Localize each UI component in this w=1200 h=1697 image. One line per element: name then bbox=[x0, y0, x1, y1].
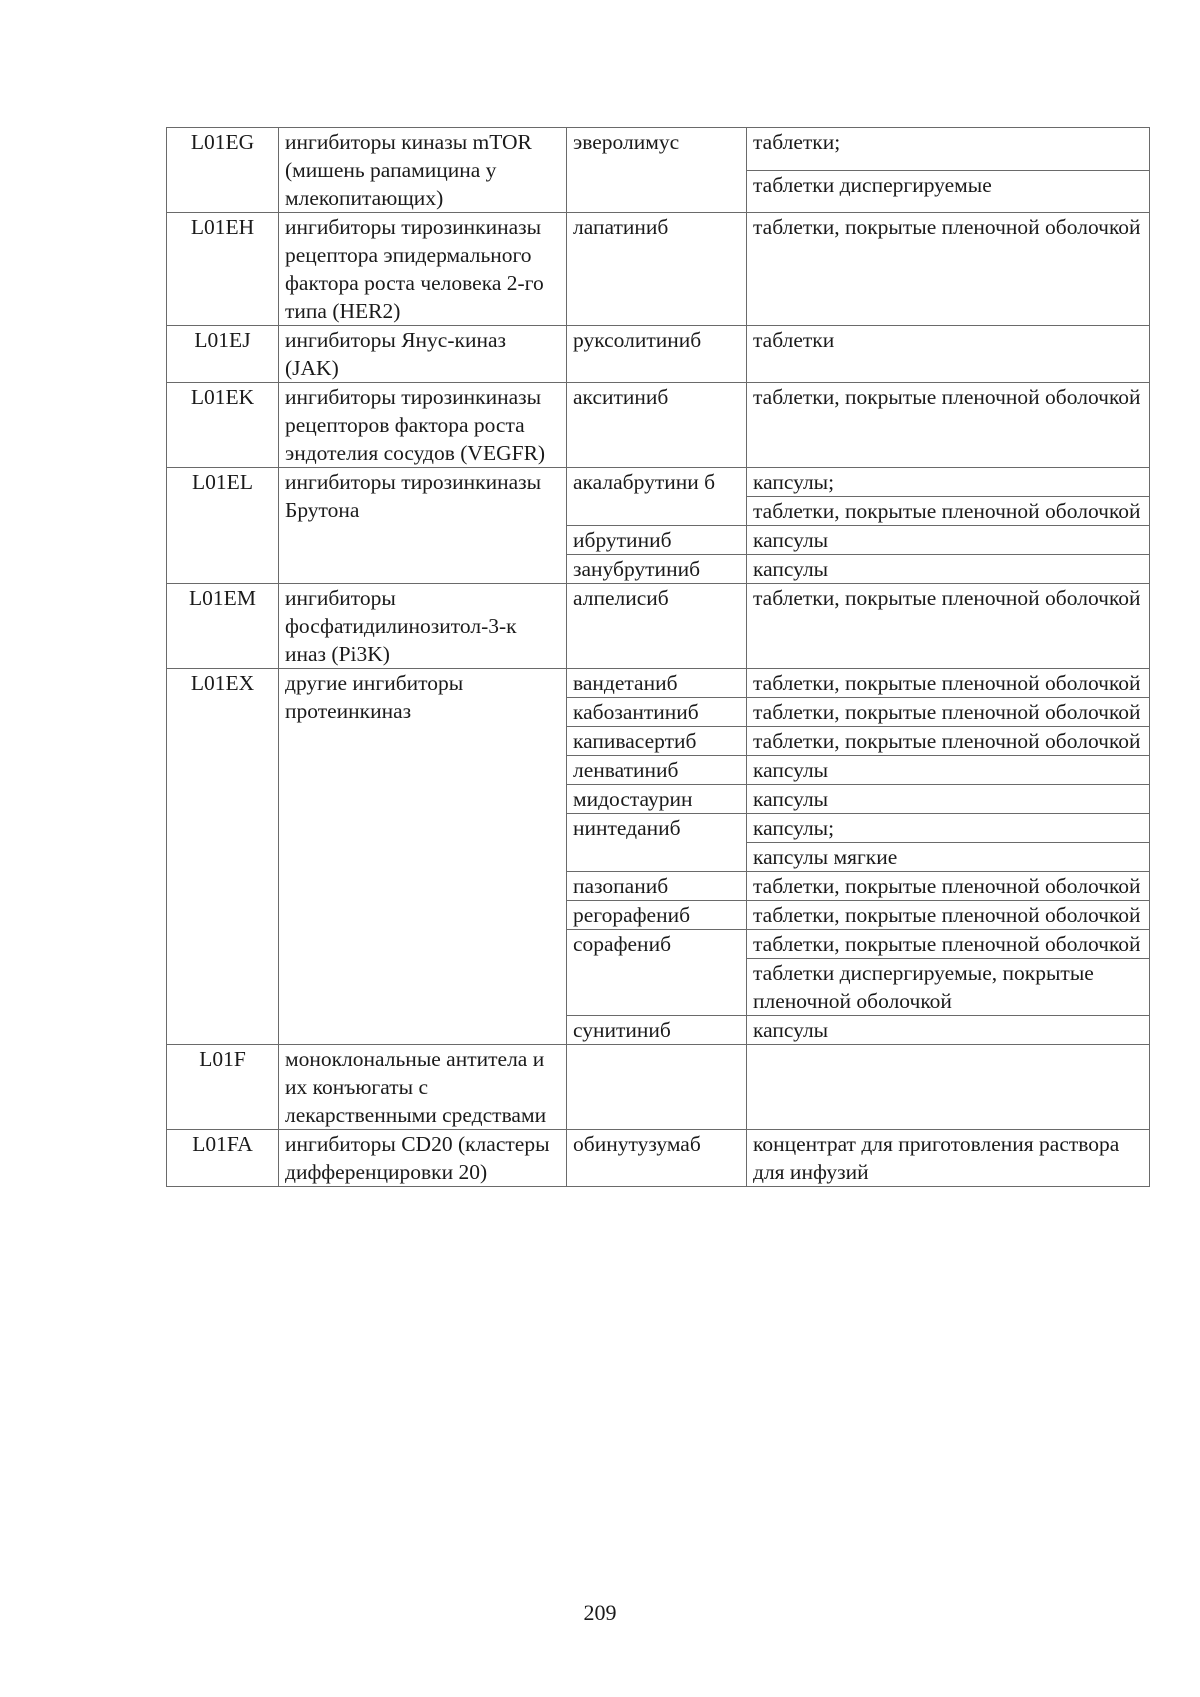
dosage-form-cell: капсулы bbox=[747, 756, 1150, 785]
dosage-form-cell: капсулы bbox=[747, 785, 1150, 814]
group-name-cell: ингибиторы тирозинкиназы рецепторов фактора роста эндотелия сосудов (VEGFR) bbox=[279, 383, 567, 468]
dosage-form-cell: таблетки диспергируемые bbox=[747, 170, 1150, 213]
atc-code-cell: L01EH bbox=[167, 213, 279, 326]
dosage-form-cell: капсулы bbox=[747, 555, 1150, 584]
dosage-form-cell: таблетки, покрытые пленочной оболочкой bbox=[747, 930, 1150, 959]
drug-name-cell: сунитиниб bbox=[567, 1016, 747, 1045]
group-name-cell: другие ингибиторы протеинкиназ bbox=[279, 669, 567, 1045]
group-name-cell: ингибиторы фосфатидилинозитол-3-к иназ (Pi3K) bbox=[279, 584, 567, 669]
atc-code-cell: L01EJ bbox=[167, 326, 279, 383]
dosage-form-cell: таблетки, покрытые пленочной оболочкой bbox=[747, 872, 1150, 901]
drug-name-cell: капивасертиб bbox=[567, 727, 747, 756]
drug-name-cell: вандетаниб bbox=[567, 669, 747, 698]
drug-name-cell: пазопаниб bbox=[567, 872, 747, 901]
table-row bbox=[167, 468, 1150, 497]
dosage-form-cell: таблетки, покрытые пленочной оболочкой bbox=[747, 497, 1150, 526]
dosage-form-cell: капсулы; bbox=[747, 814, 1150, 843]
drug-name-cell: алпелисиб bbox=[567, 584, 747, 669]
dosage-form-cell: таблетки, покрытые пленочной оболочкой bbox=[747, 584, 1150, 669]
drug-name-cell: нинтеданиб bbox=[567, 814, 747, 872]
drug-name-cell: ибрутиниб bbox=[567, 526, 747, 555]
atc-code-cell: L01EM bbox=[167, 584, 279, 669]
group-name-cell: ингибиторы тирозинкиназы рецептора эпидермального фактора роста человека 2-го типа (HER2) bbox=[279, 213, 567, 326]
drug-classification-table bbox=[166, 127, 1150, 1187]
dosage-form-cell: таблетки, покрытые пленочной оболочкой bbox=[747, 727, 1150, 756]
group-name-cell: моноклональные антитела и их конъюгаты с лекарственными средствами bbox=[279, 1045, 567, 1130]
dosage-form-cell: капсулы мягкие bbox=[747, 843, 1150, 872]
drug-name-cell bbox=[567, 1045, 747, 1130]
table-row bbox=[167, 669, 1150, 698]
drug-name-cell: занубрутиниб bbox=[567, 555, 747, 584]
dosage-form-cell bbox=[747, 1045, 1150, 1130]
drug-name-cell: лапатиниб bbox=[567, 213, 747, 326]
dosage-form-cell: капсулы bbox=[747, 526, 1150, 555]
table-row bbox=[167, 584, 1150, 669]
atc-code-cell: L01EL bbox=[167, 468, 279, 584]
dosage-form-cell: таблетки, покрытые пленочной оболочкой bbox=[747, 383, 1150, 468]
table-row bbox=[167, 326, 1150, 383]
drug-name-cell: эверолимус bbox=[567, 128, 747, 213]
drug-name-cell: акалабрутини б bbox=[567, 468, 747, 526]
page-number: 209 bbox=[583, 1600, 617, 1625]
group-name-cell: ингибиторы Янус-киназ (JAK) bbox=[279, 326, 567, 383]
dosage-form-cell: таблетки; bbox=[747, 128, 1150, 171]
dosage-form-cell: таблетки диспергируемые, покрытые пленочной оболочкой bbox=[747, 959, 1150, 1016]
table-row bbox=[167, 1045, 1150, 1130]
dosage-form-cell: таблетки, покрытые пленочной оболочкой bbox=[747, 669, 1150, 698]
table-row bbox=[167, 213, 1150, 326]
atc-code-cell: L01FA bbox=[167, 1130, 279, 1187]
atc-code-cell: L01EK bbox=[167, 383, 279, 468]
dosage-form-cell: таблетки, покрытые пленочной оболочкой bbox=[747, 213, 1150, 326]
drug-name-cell: ленватиниб bbox=[567, 756, 747, 785]
atc-code-cell: L01F bbox=[167, 1045, 279, 1130]
table-row bbox=[167, 383, 1150, 468]
drug-name-cell: акситиниб bbox=[567, 383, 747, 468]
dosage-form-cell: капсулы; bbox=[747, 468, 1150, 497]
dosage-form-cell: таблетки bbox=[747, 326, 1150, 383]
atc-code-cell: L01EG bbox=[167, 128, 279, 213]
drug-name-cell: сорафениб bbox=[567, 930, 747, 1016]
table-row bbox=[167, 1130, 1150, 1187]
drug-name-cell: обинутузумаб bbox=[567, 1130, 747, 1187]
table-row bbox=[167, 128, 1150, 171]
dosage-form-cell: таблетки, покрытые пленочной оболочкой bbox=[747, 901, 1150, 930]
drug-name-cell: регорафениб bbox=[567, 901, 747, 930]
drug-name-cell: руксолитиниб bbox=[567, 326, 747, 383]
dosage-form-cell: капсулы bbox=[747, 1016, 1150, 1045]
group-name-cell: ингибиторы киназы mTOR (мишень рапамицина у млекопитающих) bbox=[279, 128, 567, 213]
group-name-cell: ингибиторы тирозинкиназы Брутона bbox=[279, 468, 567, 584]
dosage-form-cell: таблетки, покрытые пленочной оболочкой bbox=[747, 698, 1150, 727]
drug-name-cell: кабозантиниб bbox=[567, 698, 747, 727]
dosage-form-cell: концентрат для приготовления раствора для инфузий bbox=[747, 1130, 1150, 1187]
group-name-cell: ингибиторы CD20 (кластеры дифференцировки 20) bbox=[279, 1130, 567, 1187]
drug-name-cell: мидостаурин bbox=[567, 785, 747, 814]
atc-code-cell: L01EX bbox=[167, 669, 279, 1045]
